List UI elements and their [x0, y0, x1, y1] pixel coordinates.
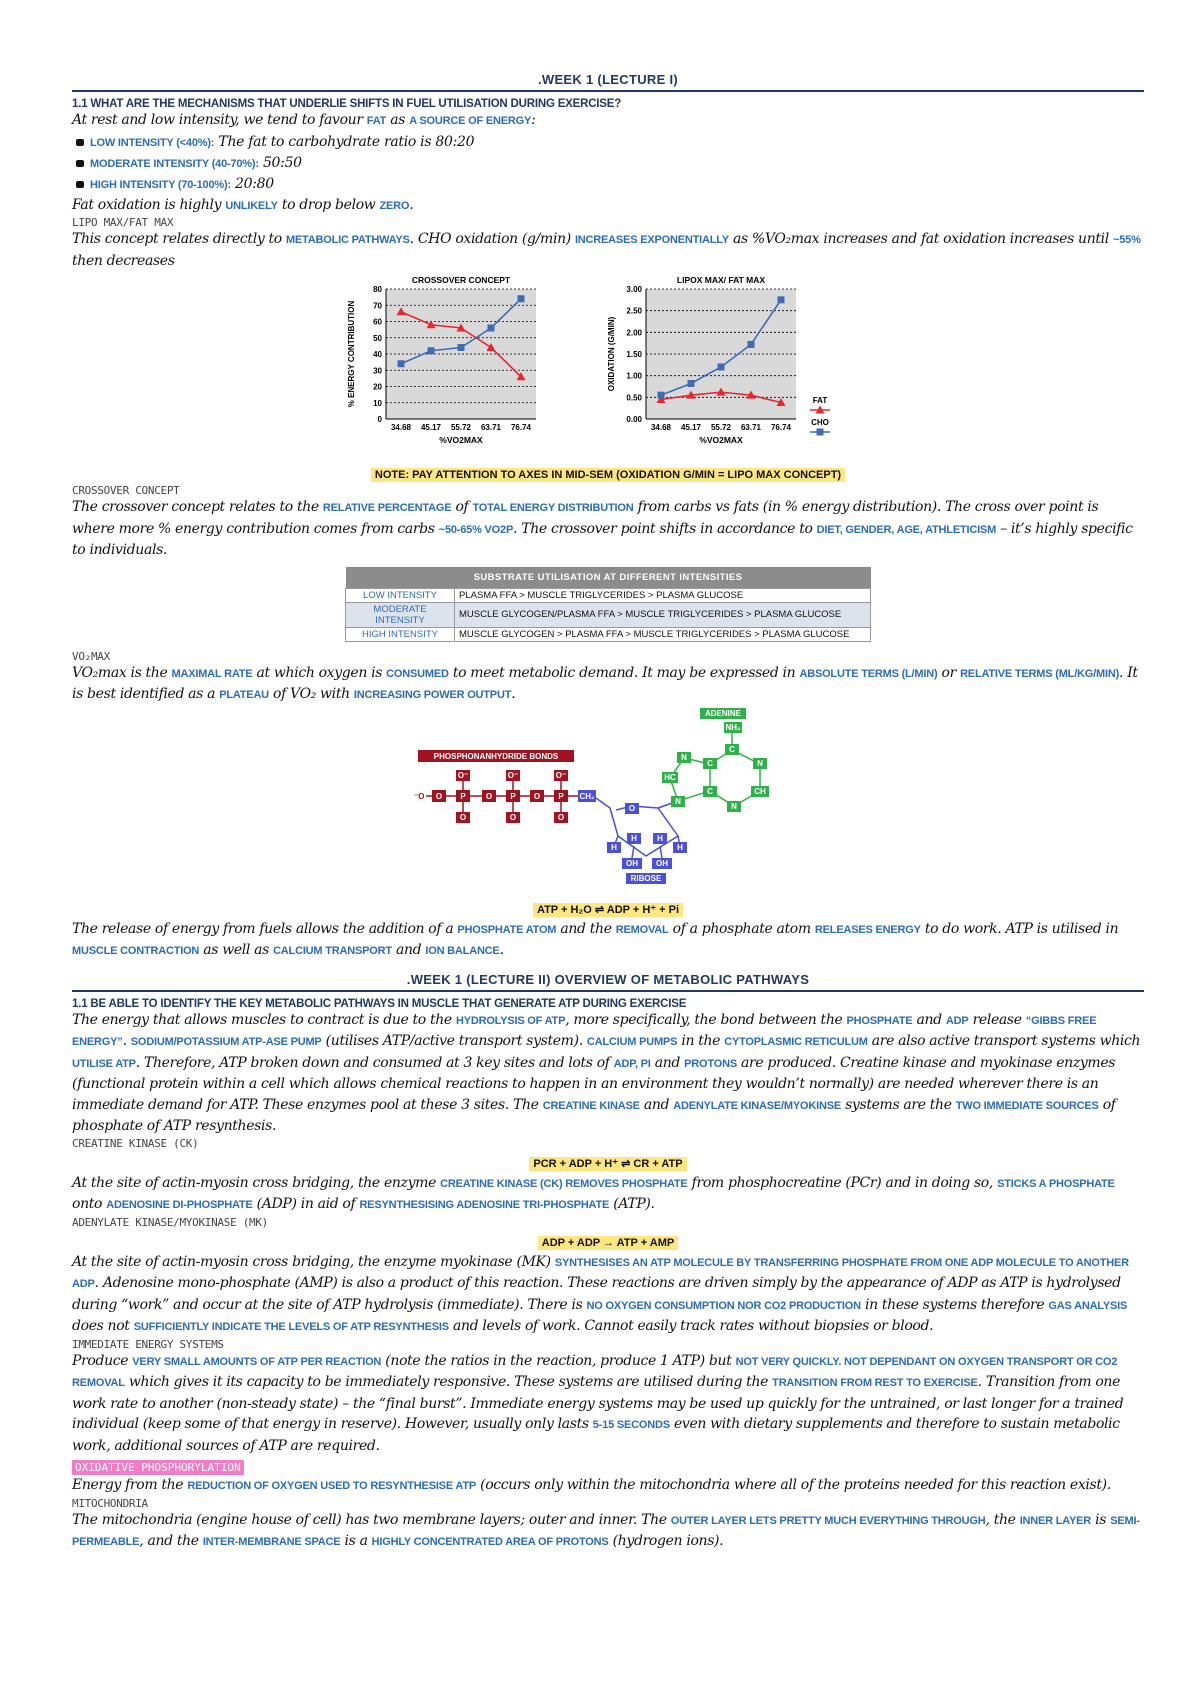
- svg-text:OH: OH: [626, 858, 638, 868]
- subheading-crossover: CROSSOVER CONCEPT: [72, 484, 180, 497]
- svg-text:O: O: [509, 812, 517, 822]
- svg-text:O⁻: O⁻: [555, 770, 567, 780]
- data-point-cho: [398, 360, 405, 367]
- subheading-mitochondria: MITOCHONDRIA: [72, 1496, 148, 1510]
- mk-equation: ADP + ADP → ATP + AMP: [538, 1236, 678, 1250]
- y-tick-label: 2.00: [626, 328, 642, 338]
- svg-text:P: P: [460, 791, 466, 801]
- chart-title: LIPOX MAX/ FAT MAX: [676, 275, 766, 285]
- table-row: HIGH INTENSITY MUSCLE GLYCOGEN > PLASMA FFA > MUSCLE TRIGLYCERIDES > PLASMA GLUCOSE: [346, 627, 871, 641]
- svg-text:O⁻: O⁻: [457, 770, 469, 780]
- svg-text:C: C: [707, 786, 713, 796]
- subheading-vo2max: VO₂MAX: [72, 649, 110, 663]
- document-page: [72, 72, 1144, 1553]
- data-point-cho: [718, 364, 725, 371]
- x-tick-label: 45.17: [680, 423, 702, 432]
- svg-text:N: N: [675, 796, 681, 806]
- data-point-cho: [658, 392, 665, 399]
- para-oxidative: Energy from the REDUCTION OF OXYGEN USED TO RESYNTHESISE ATP (occurs only within the mitochondria where all of the proteins needed for this reaction exist).: [72, 1477, 1111, 1493]
- x-tick-label: 34.68: [390, 423, 412, 432]
- svg-text:OH: OH: [656, 858, 668, 868]
- y-tick-label: 0.50: [626, 393, 642, 403]
- subheading-ck: CREATINE KINASE (CK): [72, 1136, 199, 1150]
- x-axis-label: %VO2MAX: [699, 435, 743, 445]
- para-lipo-max: This concept relates directly to METABOLIC PATHWAYS. CHO oxidation (g/min) INCREASES EXPONENTIALLY as %VO₂max increases and fat oxidation increases until ~55% then decreases: [72, 231, 1141, 269]
- svg-text:O: O: [459, 812, 467, 822]
- para-immediate-energy: Produce VERY SMALL AMOUNTS OF ATP PER REACTION (note the ratios in the reaction, produce 1 ATP) but NOT VERY QUICKLY. NOT DEPENDANT ON OXYGEN TRANSPORT OR CO2 REMOVAL which gives it its capacity to be immediately responsive. These systems are utilised during the TRANSITION FROM REST TO EXERCISE. Transition from one work rate to another (non-steady state) – the “final burst”. Immediate energy systems may be used up quickly for the untrained, or last longer for a trained individual (keep some of that energy in reserve). However, usually only lasts 5-15 SECONDS even with dietary supplements and therefore to sustain metabolic work, additional sources of ATP are required.: [72, 1352, 1124, 1454]
- list-item: HIGH INTENSITY (70-100%): 20:80: [90, 174, 1144, 195]
- y-tick-label: 50: [373, 333, 382, 343]
- svg-text:O: O: [628, 803, 636, 813]
- y-tick-label: 3.00: [626, 285, 642, 294]
- svg-text:C: C: [707, 758, 713, 768]
- x-tick-label: 76.74: [770, 423, 792, 432]
- para-vo2max: VO₂max is the MAXIMAL RATE at which oxygen is CONSUMED to meet metabolic demand. It may be expressed in ABSOLUTE TERMS (L/MIN) or RELATIVE TERMS (ML/KG/MIN). It is best identified as a PLATEAU of VO₂ with INCREASING POWER OUTPUT.: [72, 664, 1138, 702]
- svg-text:O: O: [557, 812, 565, 822]
- svg-text:N: N: [681, 752, 687, 762]
- legend-label: CHO: [811, 418, 829, 427]
- y-tick-label: 60: [373, 317, 382, 327]
- svg-text:P: P: [510, 791, 516, 801]
- y-tick-label: 80: [373, 285, 382, 294]
- subheading-lipo-max: LIPO MAX/FAT MAX: [72, 216, 174, 229]
- subheading-immediate-energy: IMMEDIATE ENERGY SYSTEMS: [72, 1337, 224, 1351]
- svg-text:HC: HC: [664, 772, 676, 782]
- legend-label: FAT: [812, 396, 828, 405]
- note-highlight: NOTE: PAY ATTENTION TO AXES IN MID-SEM (OXIDATION G/MIN = LIPO MAX CONCEPT): [371, 468, 845, 482]
- svg-text:O: O: [435, 791, 443, 801]
- chart-title: CROSSOVER CONCEPT: [411, 275, 511, 285]
- para-fat-oxidation: Fat oxidation is highly UNLIKELY to drop below ZERO.: [72, 196, 414, 213]
- svg-text:N: N: [731, 801, 737, 811]
- y-tick-label: 0: [377, 415, 382, 424]
- section-heading-fuel: 1.1 WHAT ARE THE MECHANISMS THAT UNDERLIE SHIFTS IN FUEL UTILISATION DURING EXERCISE?: [72, 98, 622, 110]
- x-tick-label: 45.17: [420, 423, 442, 432]
- svg-text:H: H: [631, 833, 637, 843]
- table-row: LOW INTENSITY PLASMA FFA > MUSCLE TRIGLYCERIDES > PLASMA GLUCOSE: [346, 588, 871, 602]
- x-tick-label: 63.71: [740, 423, 762, 432]
- section-heading-pathways: 1.1 BE ABLE TO IDENTIFY THE KEY METABOLIC PATHWAYS IN MUSCLE THAT GENERATE ATP DURING EXERCISE: [72, 997, 687, 1010]
- table-title: SUBSTRATE UTILISATION AT DIFFERENT INTENSITIES: [346, 567, 871, 589]
- ck-equation: PCR + ADP + H⁺ ⇌ CR + ATP: [529, 1157, 686, 1171]
- adenine-label: ADENINE: [704, 708, 742, 718]
- atp-structure-diagram: [388, 706, 828, 896]
- svg-text:CH: CH: [754, 786, 766, 796]
- para-ck: At the site of actin-myosin cross bridging, the enzyme CREATINE KINASE (CK) REMOVES PHOSPHATE from phosphocreatine (PCr) and in doing so, STICKS A PHOSPHATE onto ADENOSINE DI-PHOSPHATE (ADP) in aid of RESYNTHESISING ADENOSINE TRI-PHOSPHATE (ATP).: [72, 1174, 1115, 1212]
- para-mk: At the site of actin-myosin cross bridging, the enzyme myokinase (MK) SYNTHESISES AN ATP MOLECULE BY TRANSFERRING PHOSPHATE FROM ONE ADP MOLECULE TO ANOTHER ADP. Adenosine mono-phosphate (AMP) is also a product of this reaction. These reactions are driven simply by the appearance of ADP as ATP is hydrolysed during “work” and occur at the site of ATP hydrolysis (immediate). There is NO OXYGEN CONSUMPTION NOR CO2 PRODUCTION in these systems therefore GAS ANALYSIS does not SUFFICIENTLY INDICATE THE LEVELS OF ATP RESYNTHESIS and levels of work. Cannot easily track rates without biopsies or blood.: [72, 1253, 1129, 1334]
- atp-equation: ATP + H₂O ⇌ ADP + H⁺ + Pi: [533, 903, 683, 917]
- x-tick-label: 34.68: [650, 423, 672, 432]
- subheading-mk: ADENYLATE KINASE/MYOKINASE (MK): [72, 1215, 268, 1229]
- svg-text:H: H: [611, 842, 617, 852]
- intensity-list: [72, 132, 1144, 195]
- data-point-cho: [488, 325, 495, 332]
- svg-text:O⁻: O⁻: [507, 770, 519, 780]
- x-tick-label: 55.72: [450, 423, 472, 432]
- list-item: MODERATE INTENSITY (40-70%): 50:50: [90, 153, 1144, 174]
- lecture2-header: .WEEK 1 (LECTURE II) OVERVIEW OF METABOLIC PATHWAYS: [406, 971, 810, 987]
- svg-text:H: H: [677, 842, 683, 852]
- para-mitochondria: The mitochondria (engine house of cell) has two membrane layers; outer and inner. The OUTER LAYER LETS PRETTY MUCH EVERYTHING THROUGH, the INNER LAYER is SEMI-PERMEABLE, and the INTER-MEMBRANE SPACE is a HIGHLY CONCENTRATED AREA OF PROTONS (hydrogen ions).: [72, 1511, 1140, 1549]
- plot-area: [386, 289, 536, 419]
- y-tick-label: 0.00: [626, 415, 642, 424]
- plot-area: [646, 289, 796, 419]
- lecture1-header: .WEEK 1 (LECTURE I): [537, 72, 679, 87]
- oxidative-phosphorylation-heading: OXIDATIVE PHOSPHORYLATION: [72, 1460, 244, 1475]
- para-energy-release: The release of energy from fuels allows the addition of a PHOSPHATE ATOM and the REMOVAL of a phosphate atom RELEASES ENERGY to do work. ATP is utilised in MUSCLE CONTRACTION as well as CALCIUM TRANSPORT and ION BALANCE.: [72, 920, 1119, 958]
- y-tick-label: 30: [373, 366, 382, 376]
- svg-text:CH₂: CH₂: [579, 791, 595, 801]
- para-rest: At rest and low intensity, we tend to favour FAT as A SOURCE OF ENERGY:: [72, 112, 536, 128]
- y-tick-label: 10: [373, 398, 382, 408]
- x-tick-label: 76.74: [510, 423, 532, 432]
- y-tick-label: 40: [373, 350, 382, 359]
- data-point-cho: [778, 296, 785, 303]
- y-axis-label: OXIDATION (G/MIN): [607, 316, 616, 392]
- data-point-cho: [428, 347, 435, 354]
- substrate-table: [345, 567, 871, 642]
- y-tick-label: 1.00: [626, 371, 642, 381]
- data-point-cho: [458, 344, 465, 351]
- legend-marker: [817, 429, 824, 436]
- y-tick-label: 20: [373, 382, 382, 392]
- header-rule: [72, 90, 1144, 92]
- table-row: MODERATE INTENSITY MUSCLE GLYCOGEN/PLASMA FFA > MUSCLE TRIGLYCERIDES > PLASMA GLUCOSE: [346, 602, 871, 627]
- svg-text:H: H: [657, 833, 663, 843]
- bonds-label: PHOSPHONANHYDRIDE BONDS: [433, 751, 559, 761]
- ribose-label: RIBOSE: [630, 873, 662, 883]
- charts-figure: [328, 271, 888, 461]
- y-tick-label: 70: [373, 301, 382, 311]
- svg-text:P: P: [558, 791, 564, 801]
- x-tick-label: 63.71: [480, 423, 502, 432]
- x-tick-label: 55.72: [710, 423, 732, 432]
- data-point-cho: [748, 341, 755, 348]
- y-tick-label: 1.50: [626, 350, 642, 359]
- para-atp-hydrolysis: The energy that allows muscles to contract is due to the HYDROLYSIS OF ATP, more specifically, the bond between the PHOSPHATE and ADP release “GIBBS FREE ENERGY”. SODIUM/POTASSIUM ATP-ASE PUMP (utilises ATP/active transport system). CALCIUM PUMPS in the CYTOPLASMIC RETICULUM are also active transport systems which UTILISE ATP. Therefore, ATP broken down and consumed at 3 key sites and lots of ADP, PI and PROTONS are produced. Creatine kinase and myokinase enzymes (functional protein within a cell which allows chemical reactions to happen in an environment they wouldn’t normally) are needed wherever there is an immediate demand for ATP. These enzymes pool at these 3 sites. The CREATINE KINASE and ADENYLATE KINASE/MYOKINSE systems are the TWO IMMEDIATE SOURCES of phosphate of ATP resynthesis.: [72, 1011, 1141, 1134]
- svg-text:⁻O: ⁻O: [414, 791, 425, 801]
- svg-text:C: C: [729, 744, 735, 754]
- para-crossover: The crossover concept relates to the RELATIVE PERCENTAGE of TOTAL ENERGY DISTRIBUTION from carbs vs fats (in % energy distribution). The cross over point is where more % energy contribution comes from carbs ~50-65% VO2P. The crossover point shifts in accordance to DIET, GENDER, AGE, ATHLETICISM – it’s highly specific to individuals.: [72, 499, 1133, 558]
- svg-text:O: O: [533, 791, 541, 801]
- header-rule: [72, 990, 1144, 992]
- x-axis-label: %VO2MAX: [439, 435, 483, 445]
- y-tick-label: 2.50: [626, 306, 642, 316]
- data-point-cho: [518, 295, 525, 302]
- y-axis-label: % ENERGY CONTRIBUTION: [347, 300, 356, 408]
- svg-text:O: O: [485, 791, 493, 801]
- data-point-cho: [688, 380, 695, 387]
- svg-text:NH₂: NH₂: [725, 722, 741, 732]
- svg-text:N: N: [757, 758, 763, 768]
- list-item: LOW INTENSITY (<40%): The fat to carbohydrate ratio is 80:20: [90, 132, 1144, 153]
